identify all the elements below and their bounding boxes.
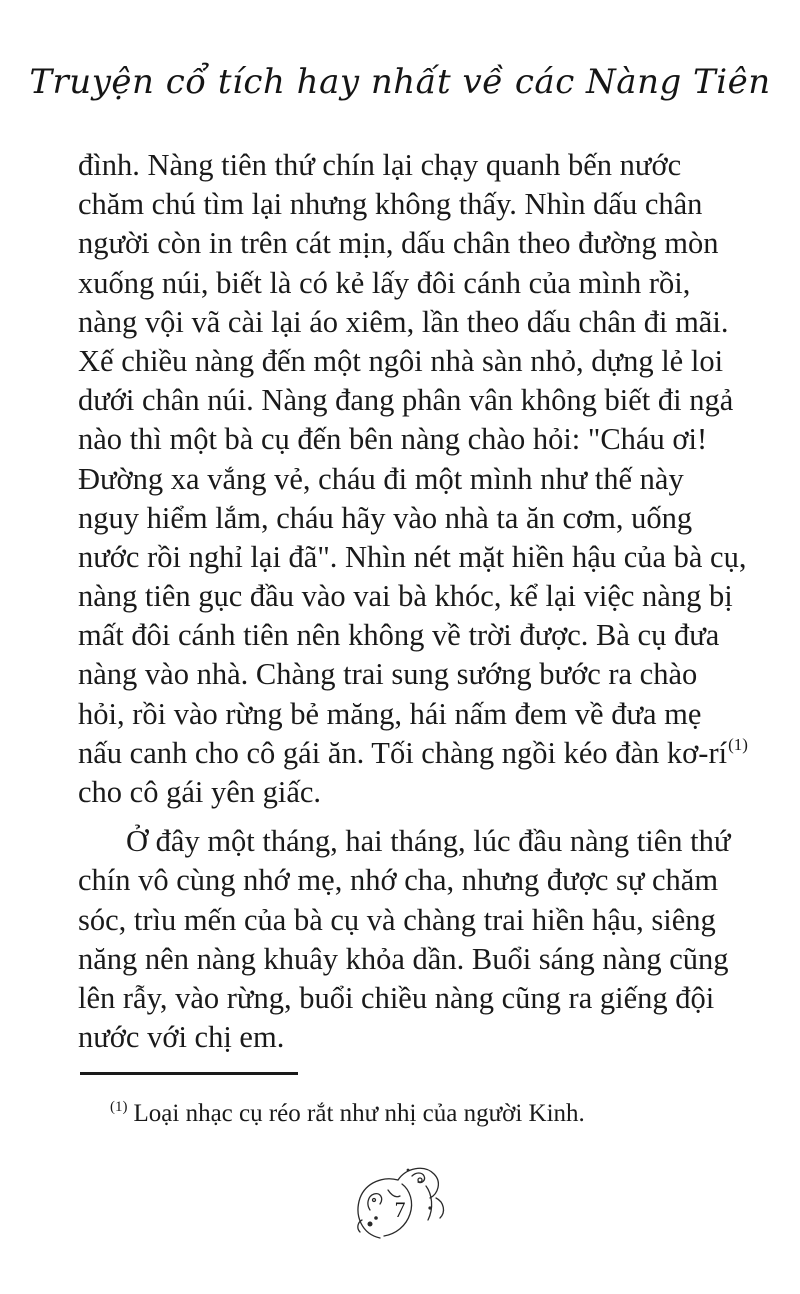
text-line: lên rẫy, vào rừng, buổi chiều nàng cũng ra giếng đội: [78, 980, 715, 1015]
text-line: mất đôi cánh tiên nên không về trời được. Bà cụ đưa: [78, 618, 720, 653]
text-line: xuống núi, biết là có kẻ lấy đôi cánh của mình rồi,: [78, 265, 691, 300]
text-line: Xế chiều nàng đến một ngôi nhà sàn nhỏ, dựng lẻ loi: [78, 343, 724, 378]
text-line: hỏi, rồi vào rừng bẻ măng, hái nấm đem về đưa mẹ: [78, 696, 702, 731]
text-line: nàng vào nhà. Chàng trai sung sướng bước ra chào: [78, 657, 698, 692]
text-line: nàng tiên gục đầu vào vai bà khóc, kể lại việc nàng bị: [78, 579, 733, 614]
text-line: sóc, trìu mến của bà cụ và chàng trai hiền hậu, siêng: [78, 902, 716, 937]
footnote-text: Loại nhạc cụ réo rắt như nhị của người Kinh.: [133, 1100, 585, 1127]
text-line: chín vô cùng nhớ mẹ, nhớ cha, nhưng được sự chăm: [78, 863, 719, 898]
text-line: người còn in trên cát mịn, dấu chân theo đường mòn: [78, 226, 719, 261]
text-line: nước rồi nghỉ lại đã". Nhìn nét mặt hiền hậu của bà cụ,: [78, 539, 747, 574]
text-line-content: nấu canh cho cô gái ăn. Tối chàng ngồi kéo đàn kơ-rí: [78, 735, 728, 770]
footnote-divider: [80, 1072, 298, 1075]
text-line: dưới chân núi. Nàng đang phân vân không biết đi ngả: [78, 383, 734, 418]
footnote: [110, 1100, 585, 1128]
running-header: Truyện cổ tích hay nhất về các Nàng Tiên: [29, 62, 771, 102]
text-line: nào thì một bà cụ đến bên nàng chào hỏi: "Cháu ơi!: [78, 422, 708, 457]
paragraph-gap: [78, 812, 726, 822]
text-line: năng nên nàng khuây khỏa dần. Buổi sáng nàng cũng: [78, 941, 729, 976]
text-line: nguy hiểm lắm, cháu hãy vào nhà ta ăn cơm, uống: [78, 500, 693, 535]
text-line: Ở đây một tháng, hai tháng, lúc đầu nàng tiên thứ: [126, 824, 731, 859]
text-line: đình. Nàng tiên thứ chín lại chạy quanh bến nước: [78, 148, 682, 182]
text-line: nước với chị em.: [78, 1020, 285, 1055]
page-number: 7: [394, 1197, 406, 1222]
text-line: cho cô gái yên giấc.: [78, 775, 322, 809]
text-line: Đường xa vắng vẻ, cháu đi một mình như thế này: [78, 461, 684, 496]
text-line: chăm chú tìm lại nhưng không thấy. Nhìn dấu chân: [78, 187, 703, 222]
body-text: [78, 146, 748, 1057]
text-line: [78, 734, 748, 773]
footnote-reference: (1): [728, 734, 748, 754]
footnote-marker: (1): [110, 1099, 128, 1115]
text-line: nàng vội vã cài lại áo xiêm, lần theo dấu chân đi mãi.: [78, 304, 729, 339]
